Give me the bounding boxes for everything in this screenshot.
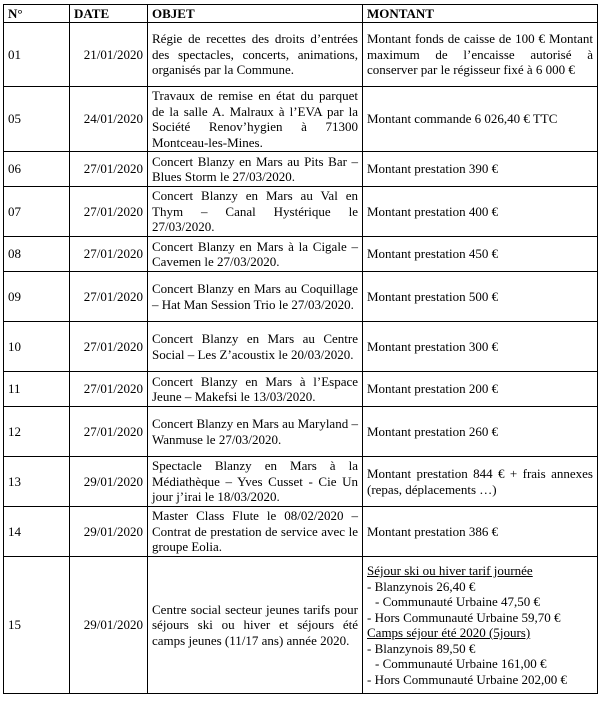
row-number: 11 (4, 372, 70, 407)
row-objet: Concert Blanzy en Mars à l’Espace Jeune – Makefsi le 13/03/2020. (148, 372, 363, 407)
camp-tarif-line: - Hors Communauté Urbaine 202,00 € (367, 671, 568, 687)
row-number: 12 (4, 407, 70, 457)
row-objet: Master Class Flute le 08/02/2020 – Contrat de prestation de service avec le groupe Eolia. (148, 507, 363, 557)
row-number: 09 (4, 272, 70, 322)
row-objet: Concert Blanzy en Mars au Maryland – Wanmuse le 27/03/2020. (148, 407, 363, 457)
row-objet: Concert Blanzy en Mars à la Cigale – Cavemen le 27/03/2020. (148, 237, 363, 272)
ski-tarif-line: - Blanzynois 26,40 € (367, 578, 476, 594)
camp-tarif-line: - Communauté Urbaine 161,00 € (375, 656, 547, 671)
row-date: 27/01/2020 (70, 407, 148, 457)
row-objet: Travaux de remise en état du parquet de la salle A. Malraux à l’EVA par la Société Renov’hygien à 71300 Montceau-les-Mines. (148, 87, 363, 152)
row-date: 27/01/2020 (70, 372, 148, 407)
row-montant: Montant prestation 260 € (363, 407, 598, 457)
row-date: 27/01/2020 (70, 237, 148, 272)
table-row (4, 87, 598, 152)
row-number: 10 (4, 322, 70, 372)
ski-tarif-heading: Séjour ski ou hiver tarif journée (367, 563, 533, 578)
table-row (4, 152, 598, 187)
table-row (4, 187, 598, 237)
row-objet: Concert Blanzy en Mars au Val en Thym – Canal Hystérique le 27/03/2020. (148, 187, 363, 237)
row-montant: Montant prestation 200 € (363, 372, 598, 407)
table-row (4, 237, 598, 272)
row-number: 06 (4, 152, 70, 187)
camp-tarif-heading: Camps séjour été 2020 (5jours) (367, 625, 531, 640)
header-montant: MONTANT (363, 5, 598, 23)
row-objet: Concert Blanzy en Mars au Pits Bar – Blues Storm le 27/03/2020. (148, 152, 363, 187)
row-date: 29/01/2020 (70, 507, 148, 557)
row-objet: Centre social secteur jeunes tarifs pour séjours ski ou hiver et séjours été camps jeunes (11/17 ans) année 2020. (148, 557, 363, 694)
header-no: N° (4, 5, 70, 23)
decisions-table (3, 4, 598, 694)
header-row (4, 5, 598, 23)
ski-tarif-line: - Communauté Urbaine 47,50 € (375, 594, 540, 609)
row-montant: Montant prestation 844 € + frais annexes (repas, déplacements …) (363, 457, 598, 507)
row-montant: Montant prestation 300 € (363, 322, 598, 372)
row-number: 13 (4, 457, 70, 507)
row-date: 24/01/2020 (70, 87, 148, 152)
row-objet: Spectacle Blanzy en Mars à la Médiathèque – Yves Cusset - Cie Un jour j’irai le 18/03/2020. (148, 457, 363, 507)
table-row (4, 23, 598, 87)
row-montant: Montant prestation 390 € (363, 152, 598, 187)
row-montant: Montant prestation 400 € (363, 187, 598, 237)
row-number: 15 (4, 557, 70, 694)
table-row (4, 557, 598, 694)
header-objet: OBJET (148, 5, 363, 23)
row-montant: Montant prestation 450 € (363, 237, 598, 272)
row-montant: Montant commande 6 026,40 € TTC (363, 87, 598, 152)
row-date: 27/01/2020 (70, 187, 148, 237)
row-date: 29/01/2020 (70, 457, 148, 507)
row-objet: Concert Blanzy en Mars au Centre Social – Les Z’acoustix le 20/03/2020. (148, 322, 363, 372)
row-number: 05 (4, 87, 70, 152)
table-row (4, 372, 598, 407)
row-date: 29/01/2020 (70, 557, 148, 694)
row-objet: Régie de recettes des droits d’entrées des spectacles, concerts, animations, organisés par la Commune. (148, 23, 363, 87)
row-number: 01 (4, 23, 70, 87)
table-row (4, 407, 598, 457)
row-montant-tarifs (363, 557, 598, 694)
row-objet: Concert Blanzy en Mars au Coquillage – Hat Man Session Trio le 27/03/2020. (148, 272, 363, 322)
row-date: 21/01/2020 (70, 23, 148, 87)
row-date: 27/01/2020 (70, 272, 148, 322)
ski-tarif-line: - Hors Communauté Urbaine 59,70 € (367, 609, 561, 625)
row-montant: Montant prestation 386 € (363, 507, 598, 557)
row-number: 07 (4, 187, 70, 237)
row-number: 14 (4, 507, 70, 557)
camp-tarif-line: - Blanzynois 89,50 € (367, 640, 476, 656)
table-row (4, 507, 598, 557)
table-row (4, 272, 598, 322)
row-date: 27/01/2020 (70, 152, 148, 187)
row-number: 08 (4, 237, 70, 272)
header-date: DATE (70, 5, 148, 23)
row-montant: Montant prestation 500 € (363, 272, 598, 322)
row-date: 27/01/2020 (70, 322, 148, 372)
table-row (4, 457, 598, 507)
row-montant: Montant fonds de caisse de 100 € Montant maximum de l’encaisse autorisé à conserver par le régisseur fixé à 6 000 € (363, 23, 598, 87)
table-row (4, 322, 598, 372)
